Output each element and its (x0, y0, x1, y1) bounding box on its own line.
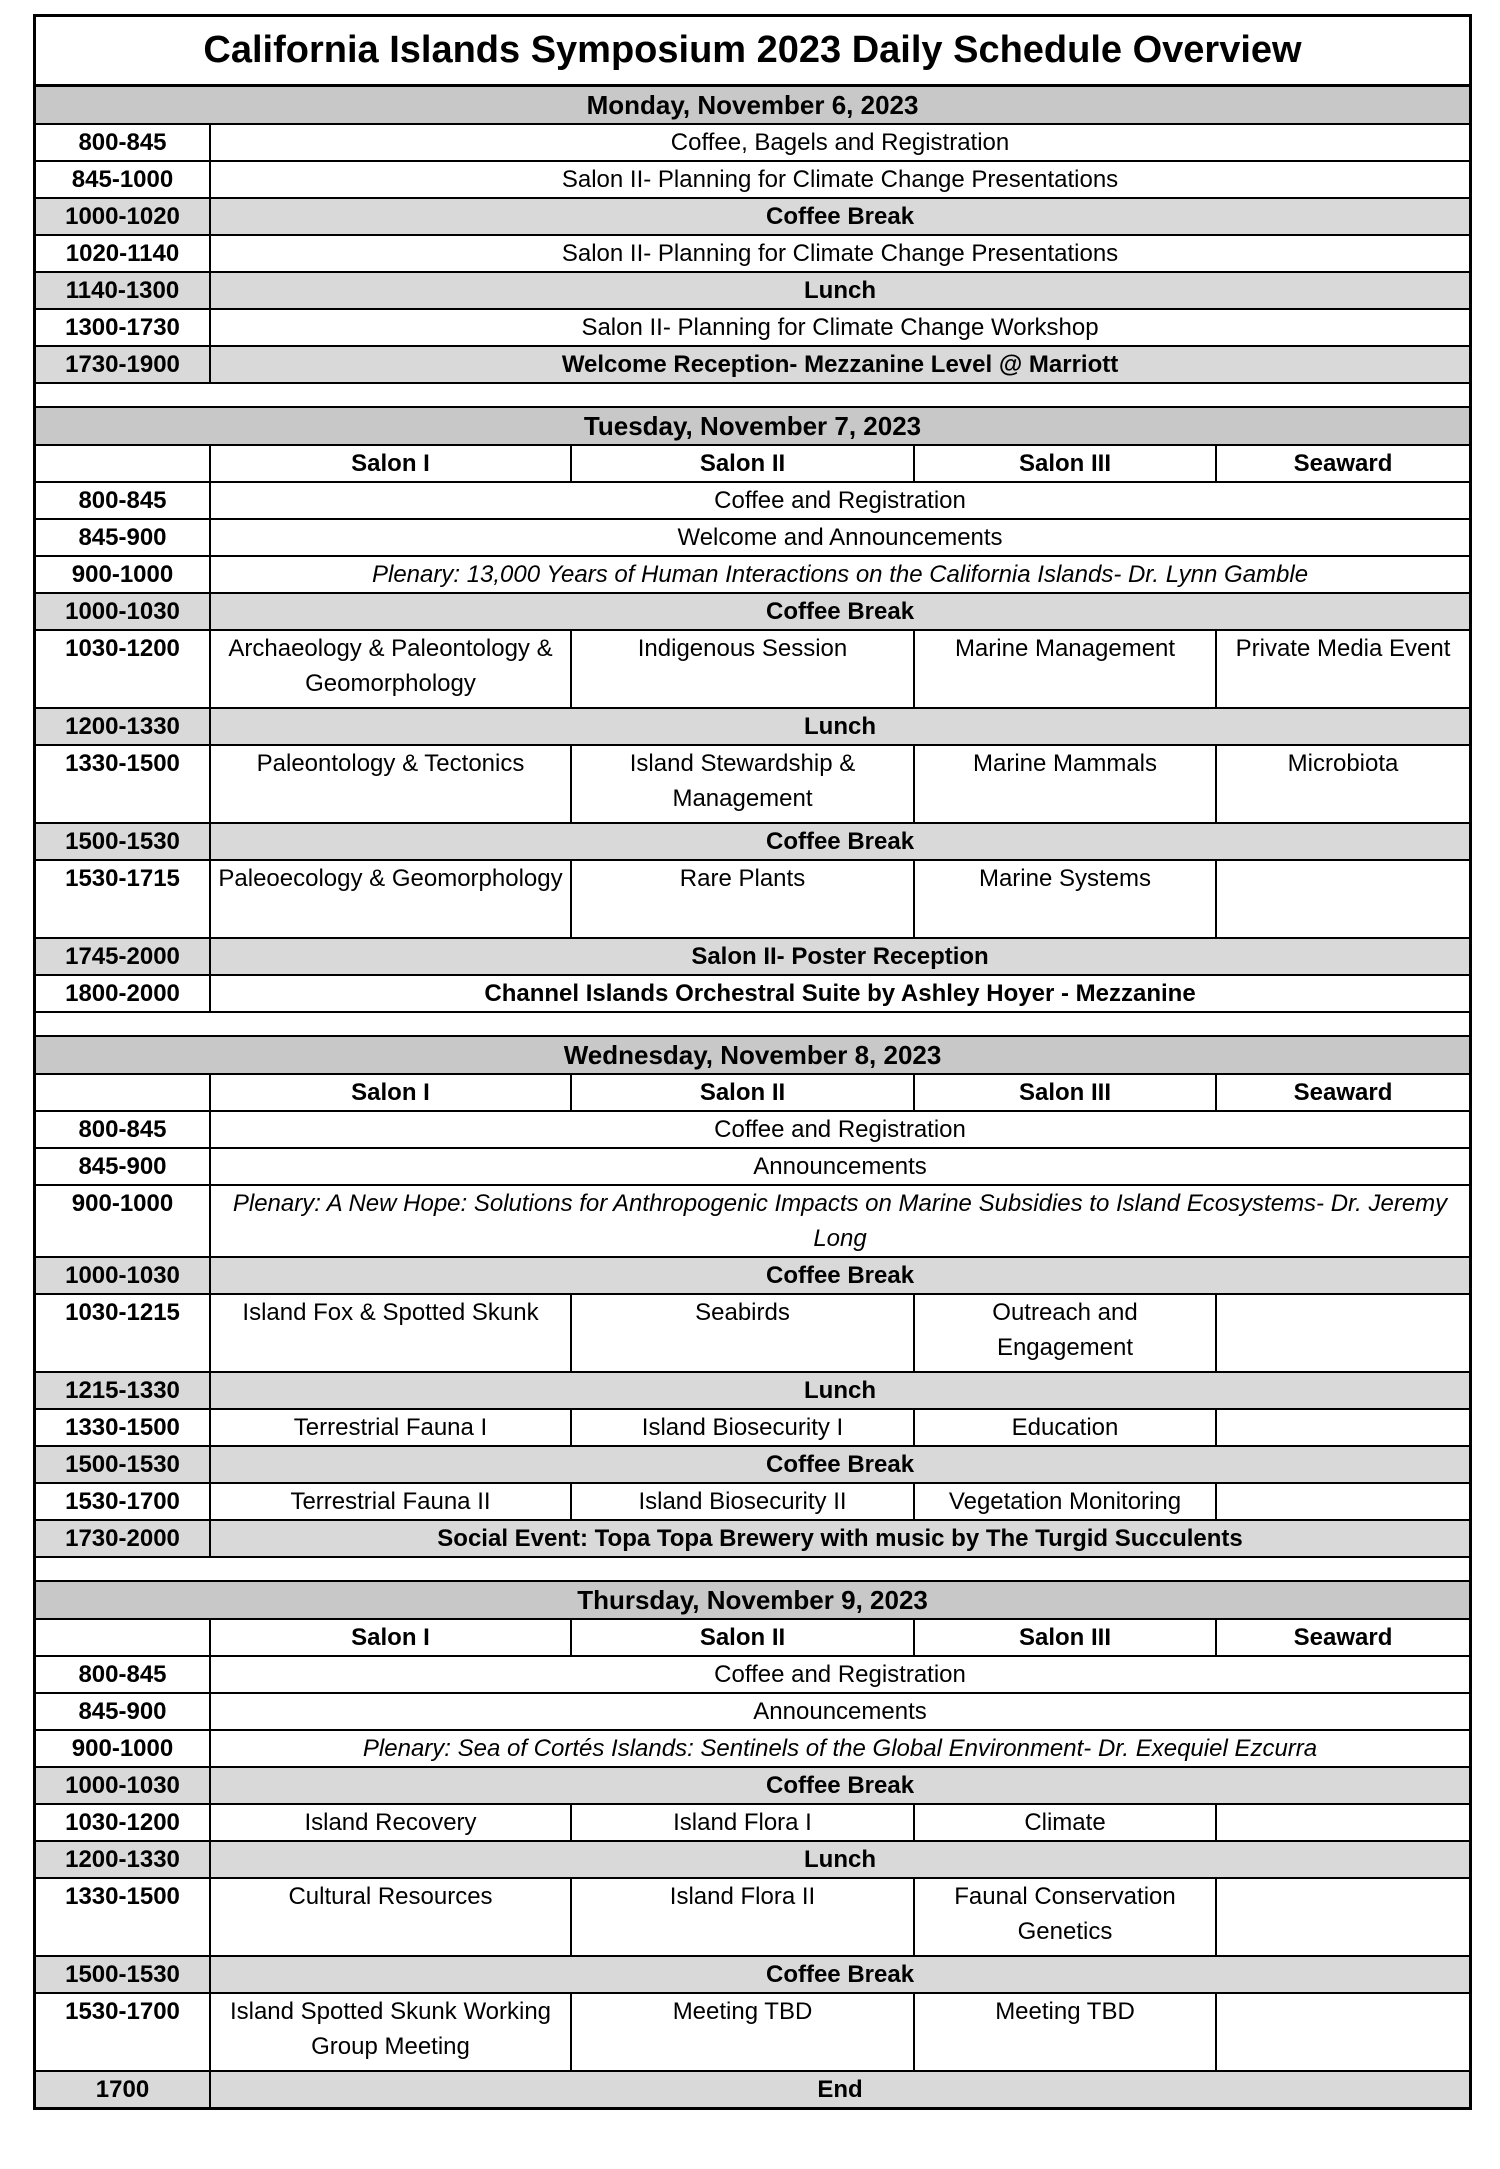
schedule-row (36, 198, 1469, 235)
schedule-row (36, 1878, 1469, 1956)
time-cell: 1200-1330 (36, 1841, 210, 1878)
schedule-row (36, 593, 1469, 630)
session-cell: Marine Mammals (914, 745, 1216, 823)
schedule-row (36, 1148, 1469, 1185)
session-cell: Microbiota (1216, 745, 1469, 823)
schedule-row (36, 1372, 1469, 1409)
session-span-cell: Coffee Break (210, 593, 1469, 630)
schedule-row (36, 482, 1469, 519)
schedule-row (36, 938, 1469, 975)
separator-cell (36, 1012, 1469, 1036)
session-cell (1216, 1483, 1469, 1520)
schedule-row (36, 1656, 1469, 1693)
session-span-cell: Social Event: Topa Topa Brewery with music by The Turgid Succulents (210, 1520, 1469, 1557)
time-cell: 1330-1500 (36, 1878, 210, 1956)
room-header-row (36, 1619, 1469, 1656)
session-cell: Climate (914, 1804, 1216, 1841)
session-cell (1216, 1993, 1469, 2071)
session-cell: Paleontology & Tectonics (210, 745, 571, 823)
session-span-cell: Coffee Break (210, 1257, 1469, 1294)
page-title: California Islands Symposium 2023 Daily Schedule Overview (36, 17, 1469, 87)
session-span-cell: Coffee Break (210, 823, 1469, 860)
room-header-row (36, 1074, 1469, 1111)
session-span-cell: Welcome Reception- Mezzanine Level @ Marriott (210, 346, 1469, 383)
session-cell: Indigenous Session (571, 630, 914, 708)
session-span-cell: Salon II- Poster Reception (210, 938, 1469, 975)
session-cell: Meeting TBD (571, 1993, 914, 2071)
session-cell: Seabirds (571, 1294, 914, 1372)
time-cell: 1000-1030 (36, 1767, 210, 1804)
room-header-cell: Salon III (914, 1074, 1216, 1111)
schedule-row (36, 1446, 1469, 1483)
schedule-row (36, 1257, 1469, 1294)
time-cell: 1500-1530 (36, 1956, 210, 1993)
schedule-row (36, 235, 1469, 272)
schedule-row (36, 1730, 1469, 1767)
session-span-cell: Plenary: 13,000 Years of Human Interactions on the California Islands- Dr. Lynn Gamble (210, 556, 1469, 593)
session-cell: Vegetation Monitoring (914, 1483, 1216, 1520)
time-cell: 900-1000 (36, 1730, 210, 1767)
session-cell: Marine Systems (914, 860, 1216, 938)
session-cell: Cultural Resources (210, 1878, 571, 1956)
day-heading: Thursday, November 9, 2023 (36, 1581, 1469, 1619)
time-header-cell (36, 1074, 210, 1111)
schedule-row (36, 161, 1469, 198)
session-span-cell: Lunch (210, 272, 1469, 309)
session-cell: Island Biosecurity I (571, 1409, 914, 1446)
room-header-cell: Salon I (210, 1074, 571, 1111)
session-cell: Private Media Event (1216, 630, 1469, 708)
session-span-cell: Coffee and Registration (210, 1656, 1469, 1693)
schedule-row (36, 309, 1469, 346)
session-cell: Paleoecology & Geomorphology (210, 860, 571, 938)
schedule-row (36, 1185, 1469, 1257)
session-cell (1216, 1294, 1469, 1372)
schedule-row (36, 823, 1469, 860)
separator-cell (36, 1557, 1469, 1581)
session-span-cell: Announcements (210, 1693, 1469, 1730)
session-span-cell: Salon II- Planning for Climate Change Presentations (210, 161, 1469, 198)
session-span-cell: Lunch (210, 1841, 1469, 1878)
schedule-row (36, 124, 1469, 161)
session-span-cell: Channel Islands Orchestral Suite by Ashley Hoyer - Mezzanine (210, 975, 1469, 1012)
schedule-row (36, 346, 1469, 383)
schedule-row (36, 708, 1469, 745)
schedule-row (36, 1483, 1469, 1520)
session-span-cell: Coffee, Bagels and Registration (210, 124, 1469, 161)
session-span-cell: Announcements (210, 1148, 1469, 1185)
day-header-row (36, 1581, 1469, 1619)
schedule-row (36, 1409, 1469, 1446)
time-cell: 1530-1700 (36, 1483, 210, 1520)
time-cell: 900-1000 (36, 1185, 210, 1257)
session-span-cell: Lunch (210, 1372, 1469, 1409)
day-heading: Monday, November 6, 2023 (36, 87, 1469, 124)
session-span-cell: Coffee Break (210, 1446, 1469, 1483)
time-cell: 845-900 (36, 1693, 210, 1730)
schedule-row (36, 1294, 1469, 1372)
session-cell: Outreach and Engagement (914, 1294, 1216, 1372)
time-cell: 1030-1215 (36, 1294, 210, 1372)
schedule-row (36, 272, 1469, 309)
time-cell: 1000-1030 (36, 1257, 210, 1294)
schedule-row (36, 1841, 1469, 1878)
session-span-cell: Coffee Break (210, 198, 1469, 235)
room-header-cell: Seaward (1216, 445, 1469, 482)
session-cell: Archaeology & Paleontology & Geomorphology (210, 630, 571, 708)
day-separator (36, 1012, 1469, 1036)
time-cell: 1530-1700 (36, 1993, 210, 2071)
session-cell: Island Fox & Spotted Skunk (210, 1294, 571, 1372)
session-cell (1216, 1878, 1469, 1956)
session-span-cell: Welcome and Announcements (210, 519, 1469, 556)
session-span-cell: Salon II- Planning for Climate Change Presentations (210, 235, 1469, 272)
schedule-row (36, 556, 1469, 593)
time-cell: 800-845 (36, 1656, 210, 1693)
time-cell: 1500-1530 (36, 823, 210, 860)
time-cell: 1500-1530 (36, 1446, 210, 1483)
room-header-cell: Salon III (914, 1619, 1216, 1656)
schedule-row (36, 745, 1469, 823)
room-header-cell: Salon I (210, 1619, 571, 1656)
schedule-row (36, 519, 1469, 556)
session-cell: Terrestrial Fauna II (210, 1483, 571, 1520)
schedule-row (36, 1993, 1469, 2071)
session-cell: Marine Management (914, 630, 1216, 708)
day-header-row (36, 407, 1469, 445)
room-header-cell: Salon II (571, 445, 914, 482)
time-cell: 1330-1500 (36, 1409, 210, 1446)
time-cell: 1745-2000 (36, 938, 210, 975)
time-cell: 1800-2000 (36, 975, 210, 1012)
room-header-row (36, 445, 1469, 482)
room-header-cell: Seaward (1216, 1619, 1469, 1656)
schedule-row (36, 1111, 1469, 1148)
schedule-row (36, 2071, 1469, 2107)
time-cell: 845-1000 (36, 161, 210, 198)
session-cell: Island Flora II (571, 1878, 914, 1956)
time-cell: 1730-1900 (36, 346, 210, 383)
time-cell: 1030-1200 (36, 1804, 210, 1841)
time-cell: 1140-1300 (36, 272, 210, 309)
schedule-table (36, 87, 1469, 2107)
time-cell: 1000-1030 (36, 593, 210, 630)
day-header-row (36, 1036, 1469, 1074)
session-cell (1216, 860, 1469, 938)
session-cell (1216, 1409, 1469, 1446)
room-header-cell: Salon III (914, 445, 1216, 482)
schedule-row (36, 1804, 1469, 1841)
session-cell: Island Flora I (571, 1804, 914, 1841)
session-span-cell: Plenary: A New Hope: Solutions for Anthropogenic Impacts on Marine Subsidies to Island Ecosystems- Dr. Jeremy Long (210, 1185, 1469, 1257)
session-cell: Island Spotted Skunk Working Group Meeting (210, 1993, 571, 2071)
time-header-cell (36, 1619, 210, 1656)
time-cell: 1530-1715 (36, 860, 210, 938)
schedule-row (36, 1767, 1469, 1804)
time-cell: 800-845 (36, 124, 210, 161)
room-header-cell: Salon II (571, 1619, 914, 1656)
session-cell: Meeting TBD (914, 1993, 1216, 2071)
schedule-row (36, 1693, 1469, 1730)
session-cell: Education (914, 1409, 1216, 1446)
time-cell: 1200-1330 (36, 708, 210, 745)
schedule-sheet (33, 14, 1472, 2110)
session-cell: Island Recovery (210, 1804, 571, 1841)
time-cell: 1300-1730 (36, 309, 210, 346)
session-cell: Terrestrial Fauna I (210, 1409, 571, 1446)
session-span-cell: Coffee and Registration (210, 1111, 1469, 1148)
time-cell: 1030-1200 (36, 630, 210, 708)
time-cell: 845-900 (36, 519, 210, 556)
time-cell: 1020-1140 (36, 235, 210, 272)
time-cell: 1215-1330 (36, 1372, 210, 1409)
session-span-cell: Coffee and Registration (210, 482, 1469, 519)
time-cell: 800-845 (36, 482, 210, 519)
time-header-cell (36, 445, 210, 482)
schedule-row (36, 1520, 1469, 1557)
schedule-row (36, 860, 1469, 938)
room-header-cell: Salon I (210, 445, 571, 482)
day-heading: Wednesday, November 8, 2023 (36, 1036, 1469, 1074)
session-span-cell: End (210, 2071, 1469, 2107)
time-cell: 845-900 (36, 1148, 210, 1185)
day-separator (36, 383, 1469, 407)
time-cell: 1730-2000 (36, 1520, 210, 1557)
session-cell: Faunal Conservation Genetics (914, 1878, 1216, 1956)
time-cell: 800-845 (36, 1111, 210, 1148)
session-cell: Rare Plants (571, 860, 914, 938)
time-cell: 1000-1020 (36, 198, 210, 235)
time-cell: 1700 (36, 2071, 210, 2107)
day-header-row (36, 87, 1469, 124)
time-cell: 900-1000 (36, 556, 210, 593)
schedule-row (36, 1956, 1469, 1993)
session-span-cell: Coffee Break (210, 1767, 1469, 1804)
day-heading: Tuesday, November 7, 2023 (36, 407, 1469, 445)
session-span-cell: Coffee Break (210, 1956, 1469, 1993)
session-span-cell: Salon II- Planning for Climate Change Workshop (210, 309, 1469, 346)
session-cell (1216, 1804, 1469, 1841)
schedule-row (36, 630, 1469, 708)
session-span-cell: Lunch (210, 708, 1469, 745)
separator-cell (36, 383, 1469, 407)
session-cell: Island Biosecurity II (571, 1483, 914, 1520)
room-header-cell: Salon II (571, 1074, 914, 1111)
room-header-cell: Seaward (1216, 1074, 1469, 1111)
day-separator (36, 1557, 1469, 1581)
session-span-cell: Plenary: Sea of Cortés Islands: Sentinels of the Global Environment- Dr. Exequiel Ezcurra (210, 1730, 1469, 1767)
time-cell: 1330-1500 (36, 745, 210, 823)
schedule-row (36, 975, 1469, 1012)
session-cell: Island Stewardship & Management (571, 745, 914, 823)
